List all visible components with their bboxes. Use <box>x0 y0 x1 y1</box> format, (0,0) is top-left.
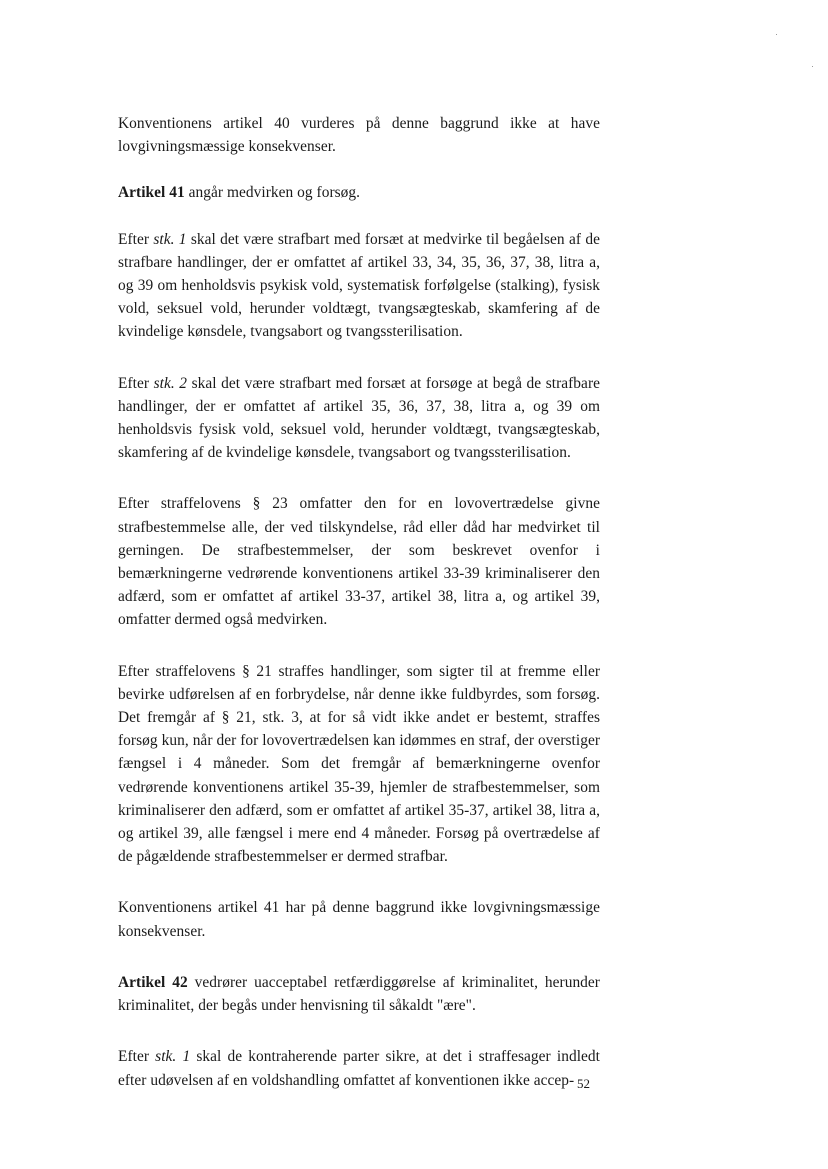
page-number: 52 <box>577 1076 590 1091</box>
paragraph-art42-stk1 <box>118 1045 600 1091</box>
paragraph-art41-stk1 <box>118 228 600 344</box>
paragraph-text: skal det være strafbart med forsæt at medvirke til begåelsen af de strafbare handlinger, der er omfattet af artikel 33, 34, 35, 36, 37, 38, litra a, og 39 om henholdsvis psykisk vold, systematisk forfølgelse (stalking), fysisk vold, seksuel vold, herunder voldtægt, tvangsægteskab, skamfering af de kvindelige kønsdele, tvangsabort og tvangssterilisation. <box>118 230 600 341</box>
article-heading: Artikel 41 <box>118 184 185 202</box>
article-heading: Artikel 42 <box>118 973 188 991</box>
stk-reference: stk. 2 <box>153 374 188 392</box>
scan-speck <box>812 66 813 67</box>
paragraph-text: angår medvirken og forsøg. <box>184 184 361 202</box>
stk-reference: stk. 1 <box>153 230 187 248</box>
paragraph-text: Efter <box>118 374 154 392</box>
paragraph-text: Efter <box>118 230 154 248</box>
paragraph-text: skal det være strafbart med forsæt at forsøge at begå de strafbare handlinger, der er omfattet af artikel 35, 36, 37, 38, litra a, og 39 om henholdsvis fysisk vold, seksuel vold, herunder voldtægt, tvangsægteskab, skamfering af de kvindelige kønsdele, tvangsabort og tvangssterilisation. <box>118 374 600 462</box>
paragraph-art41-intro <box>118 181 600 204</box>
paragraph-art42-intro <box>118 971 600 1017</box>
paragraph-art41-stk2 <box>118 372 600 465</box>
stk-reference: stk. 1 <box>155 1048 191 1066</box>
paragraph-straffelov-21: Efter straffelovens § 21 straffes handlinger, som sigter til at fremme eller bevirke udførelsen af en forbrydelse, når denne ikke fuldbyrdes, som forsøg. Det fremgår af § 21, stk. 3, at for så vidt ikke andet er bestemt, straffes forsøg kun, når der for lovovertrædelsen kan idømmes en straf, der overstiger fængsel i 4 måneder. Som det fremgår af bemærkningerne ovenfor vedrørende konventionens artikel 35-39, hjemler de strafbestemmelser, som kriminaliserer den adfærd, som er omfattet af artikel 35-37, artikel 38, litra a, og artikel 39, alle fængsel i mere end 4 måneder. Forsøg på overtrædelse af de pågældende strafbestemmelser er dermed strafbar. <box>118 662 600 866</box>
paragraph-text: Efter <box>118 1048 156 1066</box>
body-text <box>118 112 600 1092</box>
paragraph-art40-conclusion: Konventionens artikel 40 vurderes på denne baggrund ikke at have lovgivningsmæssige konsekvenser. <box>118 115 600 156</box>
scan-speck <box>776 34 777 35</box>
paragraph-text: skal de kontraherende parter sikre, at det i straffesager indledt efter udøvelsen af en voldshandling omfattet af konventionen ikke accep- <box>118 1048 600 1089</box>
paragraph-text: vedrører uacceptabel retfærdiggørelse af kriminalitet, herunder kriminalitet, der begås under henvisning til såkaldt "ære". <box>118 973 600 1015</box>
paragraph-straffelov-23: Efter straffelovens § 23 omfatter den for en lovovertrædelse givne strafbestemmelse alle, der ved tilskyndelse, råd eller dåd har medvirket til gerningen. De strafbestemmelser, der som beskrevet ovenfor i bemærkningerne vedrørende konventionens artikel 33-39 kriminaliserer den adfærd, som er omfattet af artikel 33-37, artikel 38, litra a, og artikel 39, omfatter dermed også medvirken. <box>118 495 600 629</box>
paragraph-art41-conclusion: Konventionens artikel 41 har på denne baggrund ikke lovgivningsmæssige konsekvenser. <box>118 899 600 940</box>
